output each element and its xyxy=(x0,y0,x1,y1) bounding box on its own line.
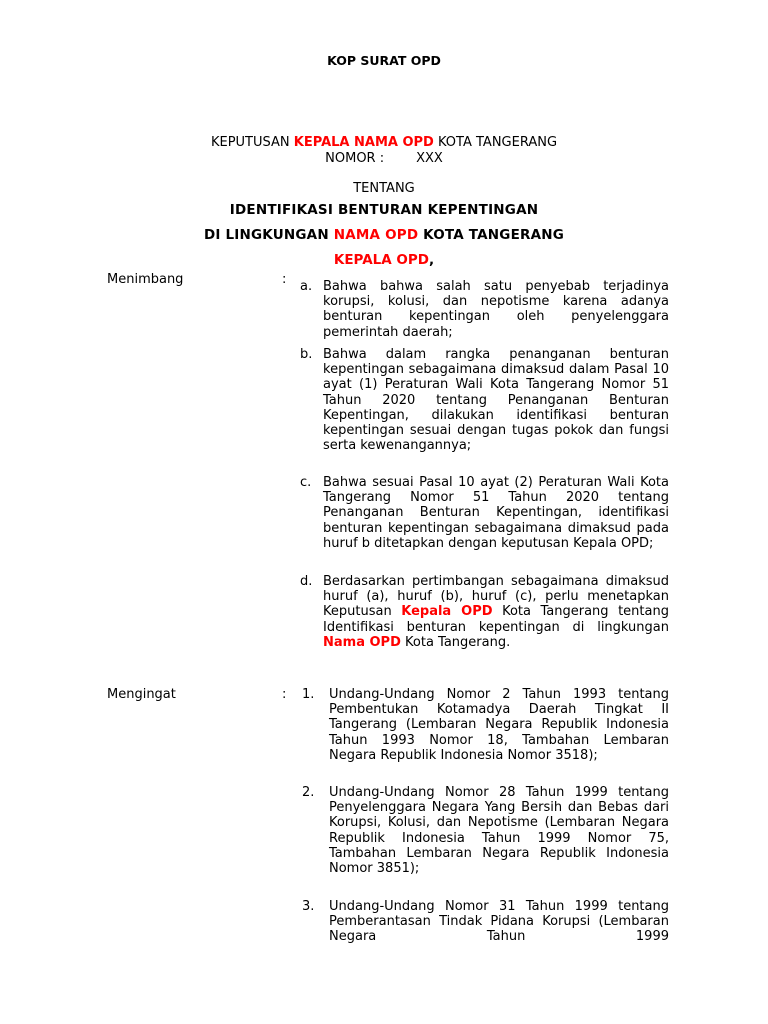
mengingat-item-marker: 2. xyxy=(302,785,315,800)
decree-number-value: XXX xyxy=(416,151,443,166)
mengingat-item-1 xyxy=(300,687,669,763)
mengingat-item-2 xyxy=(300,785,669,876)
item-d-highlight-1: Kepala OPD xyxy=(401,604,493,620)
tentang-label: TENTANG xyxy=(353,181,415,196)
menimbang-item-text: Bahwa bahwa salah satu penyebab terjadinya korupsi, kolusi, dan nepotisme karena adanya benturan kepentingan oleh penyelenggara pemerintah daerah; xyxy=(323,279,669,340)
item-d-text-2: Kota Tangerang tentang Identifikasi benturan kepentingan di lingkungan xyxy=(323,604,669,635)
menimbang-item-a xyxy=(300,279,669,340)
menimbang-item-marker: a. xyxy=(300,279,313,294)
item-d-text-1: Berdasarkan pertimbangan sebagaimana dimaksud huruf (a), huruf (b), huruf (c), perlu menetapkan Keputusan xyxy=(323,574,669,620)
menimbang-colon: : xyxy=(282,272,287,287)
decree-title xyxy=(0,135,768,150)
menimbang-item-b xyxy=(300,347,669,453)
issuer-highlight: KEPALA OPD xyxy=(333,252,429,268)
decree-official-highlight: KEPALA NAMA OPD xyxy=(293,135,434,150)
menimbang-item-c xyxy=(300,475,669,551)
mengingat-item-text: Undang-Undang Nomor 31 Tahun 1999 tentang Pemberantasan Tindak Pidana Korupsi (Lembaran Negara Tahun 1999 xyxy=(329,899,669,945)
subject-line-1: IDENTIFIKASI BENTURAN KEPENTINGAN xyxy=(229,202,539,218)
letterhead-title: KOP SURAT OPD xyxy=(327,53,441,68)
item-d-highlight-2: Nama OPD xyxy=(323,634,401,650)
menimbang-item-d xyxy=(300,574,669,650)
subject-line-2-highlight: NAMA OPD xyxy=(333,227,419,243)
mengingat-colon: : xyxy=(282,687,287,702)
menimbang-item-marker: d. xyxy=(300,574,313,589)
mengingat-item-3 xyxy=(300,899,669,945)
item-d-text-3: Kota Tangerang. xyxy=(405,634,511,650)
mengingat-label: Mengingat xyxy=(107,687,176,702)
mengingat-item-marker: 1. xyxy=(302,687,315,702)
mengingat-item-marker: 3. xyxy=(302,899,315,914)
menimbang-item-marker: b. xyxy=(300,347,313,362)
decree-number-label: NOMOR : xyxy=(325,151,385,166)
mengingat-item-text: Undang-Undang Nomor 2 Tahun 1993 tentang Pembentukan Kotamadya Daerah Tingkat II Tangerang (Lembaran Negara Republik Indonesia Tahun 1993 Nomor 18, Tambahan Lembaran Negara Republik Indonesia Nomor 3518); xyxy=(329,687,669,763)
menimbang-item-marker: c. xyxy=(300,475,312,490)
decree-suffix: KOTA TANGERANG xyxy=(437,135,558,150)
mengingat-item-text: Undang-Undang Nomor 28 Tahun 1999 tentang Penyelenggara Negara Yang Bersih dan Bebas dari Korupsi, Kolusi, dan Nepotisme (Lembaran Negara Republik Indonesia Tahun 1999 Nomor 75, Tambahan Lembaran Negara Republik Indonesia Nomor 3851); xyxy=(329,785,669,877)
decree-number xyxy=(0,151,768,166)
menimbang-item-text xyxy=(323,574,669,650)
menimbang-item-text: Bahwa dalam rangka penanganan benturan kepentingan sebagaimana dimaksud dalam Pasal 10 ayat (1) Peraturan Wali Kota Tangerang Nomor 51 Tahun 2020 tentang Penanganan Benturan Kepentingan, dilakukan identifikasi benturan kepentingan sesuai dengan tugas pokok dan fungsi serta kewenangannya; xyxy=(323,347,669,454)
decree-prefix: KEPUTUSAN xyxy=(210,135,290,150)
issuer-line xyxy=(0,253,768,268)
subject-line-2-prefix: DI LINGKUNGAN xyxy=(203,227,329,243)
menimbang-item-text: Bahwa sesuai Pasal 10 ayat (2) Peraturan Wali Kota Tangerang Nomor 51 Tahun 2020 tentang Penanganan Benturan Kepentingan, identifikasi benturan kepentingan sebagaimana dimaksud pada huruf b ditetapkan dengan keputusan Kepala OPD; xyxy=(323,475,669,551)
menimbang-label: Menimbang xyxy=(107,272,184,287)
subject-line-2-suffix: KOTA TANGERANG xyxy=(423,227,565,243)
subject-line-2 xyxy=(0,228,768,243)
issuer-comma: , xyxy=(428,252,435,268)
